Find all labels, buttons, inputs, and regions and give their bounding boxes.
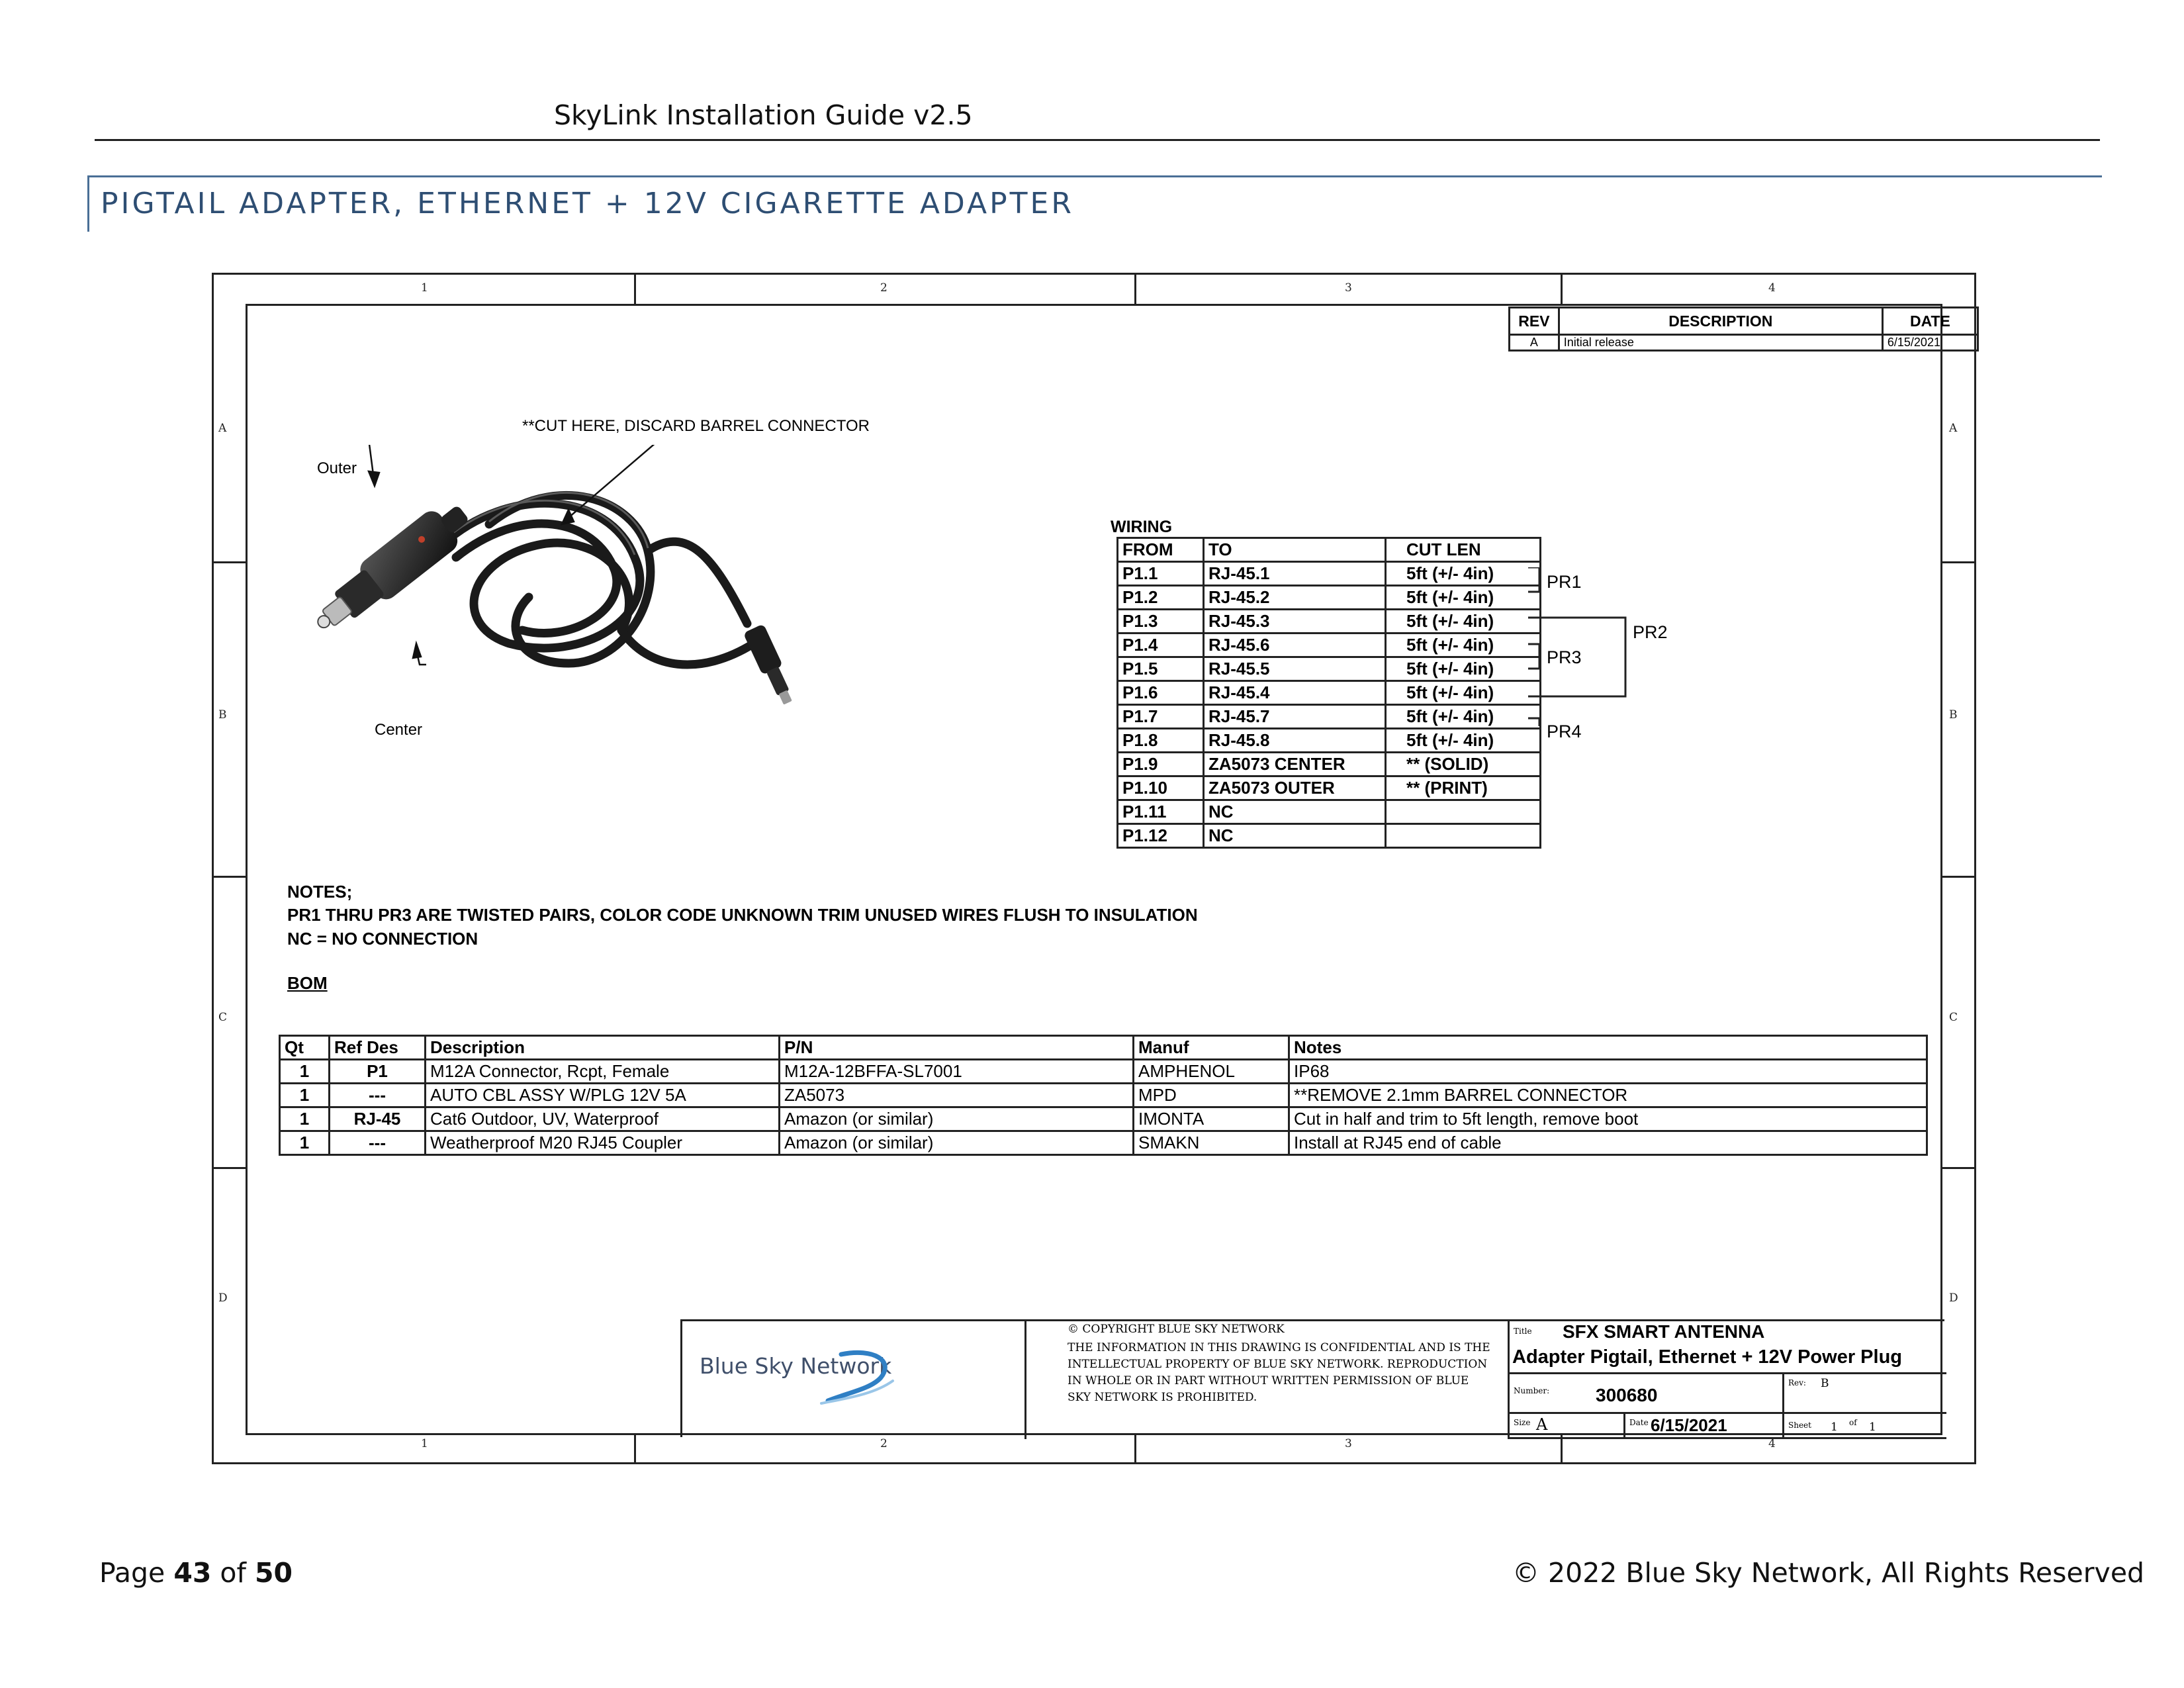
rev-value: A — [1510, 335, 1559, 351]
bom-manuf-cell: IMONTA — [1134, 1107, 1289, 1131]
wiring-cut-len-cell: 5ft (+/- 4in) — [1386, 562, 1541, 586]
bom-label: BOM — [287, 973, 328, 993]
wiring-cut-len-cell: ** (SOLID) — [1386, 753, 1541, 776]
bom-row — [280, 1107, 1927, 1131]
zone-label-row-a: A — [218, 422, 227, 435]
bom-notes-cell: **REMOVE 2.1mm BARREL CONNECTOR — [1289, 1084, 1927, 1107]
zone-label-col-4: 4 — [1768, 281, 1776, 295]
bom-header-manuf: Manuf — [1134, 1036, 1289, 1060]
sheet-number: 1 — [1831, 1421, 1838, 1434]
zone-label-row-d: D — [1949, 1291, 1958, 1305]
wiring-to-cell: ZA5073 OUTER — [1204, 776, 1386, 800]
zone-tick — [214, 876, 246, 878]
wiring-from-cell: P1.10 — [1118, 776, 1204, 800]
title-field-label: Title — [1514, 1327, 1532, 1336]
wiring-to-cell: ZA5073 CENTER — [1204, 753, 1386, 776]
bom-description-cell: AUTO CBL ASSY W/PLG 12V 5A — [426, 1084, 780, 1107]
number-field-label: Number: — [1514, 1386, 1550, 1395]
bom-header-ref-des: Ref Des — [330, 1036, 426, 1060]
wiring-from-cell: P1.3 — [1118, 610, 1204, 633]
wiring-row — [1118, 824, 1541, 848]
wiring-from-cell: P1.12 — [1118, 824, 1204, 848]
wiring-row — [1118, 586, 1541, 610]
wiring-row — [1118, 776, 1541, 800]
date-field-label: Date — [1629, 1418, 1649, 1427]
zone-tick — [634, 275, 636, 304]
rev-description: Initial release — [1559, 335, 1882, 351]
wiring-table — [1116, 537, 1541, 849]
wiring-cut-len-cell: 5ft (+/- 4in) — [1386, 610, 1541, 633]
wiring-cut-len-cell — [1386, 824, 1541, 848]
wiring-from-cell: P1.2 — [1118, 586, 1204, 610]
engineering-drawing — [212, 273, 1976, 1464]
wiring-row — [1118, 657, 1541, 681]
wiring-from-cell: P1.1 — [1118, 562, 1204, 586]
wiring-cut-len-cell: 5ft (+/- 4in) — [1386, 681, 1541, 705]
wiring-to-cell: RJ-45.2 — [1204, 586, 1386, 610]
drawing-date: 6/15/2021 — [1651, 1415, 1727, 1435]
wiring-cut-len-cell: 5ft (+/- 4in) — [1386, 657, 1541, 681]
note-line: NC = NO CONNECTION — [287, 929, 478, 949]
bom-ref-des-cell: --- — [330, 1084, 426, 1107]
bom-manuf-cell: SMAKN — [1134, 1131, 1289, 1155]
zone-label-col-2: 2 — [880, 1437, 887, 1450]
bom-row — [280, 1131, 1927, 1155]
bom-description-cell: Cat6 Outdoor, UV, Waterproof — [426, 1107, 780, 1131]
bom-header-qt: Qt — [280, 1036, 330, 1060]
wiring-row — [1118, 562, 1541, 586]
wiring-header-from: FROM — [1118, 538, 1204, 562]
wiring-label: WIRING — [1111, 518, 1173, 536]
bom-notes-cell: Cut in half and trim to 5ft length, remove boot — [1289, 1107, 1927, 1131]
document-title: SkyLink Installation Guide v2.5 — [554, 99, 973, 131]
wiring-row — [1118, 705, 1541, 729]
wiring-cut-len-cell: 5ft (+/- 4in) — [1386, 729, 1541, 753]
zone-label-row-a: A — [1949, 422, 1958, 435]
bom-table — [279, 1035, 1928, 1156]
wiring-cut-len-cell: ** (PRINT) — [1386, 776, 1541, 800]
bom-pn-cell: Amazon (or similar) — [780, 1107, 1134, 1131]
wiring-cut-len-cell — [1386, 800, 1541, 824]
bom-pn-cell: Amazon (or similar) — [780, 1131, 1134, 1155]
page-prefix: Page — [99, 1557, 165, 1589]
wiring-row — [1118, 681, 1541, 705]
logo-area — [682, 1321, 1026, 1439]
footer-copyright: © 2022 Blue Sky Network, All Rights Reserved — [1512, 1557, 2145, 1589]
sheet-cell — [1784, 1414, 1946, 1439]
wiring-to-cell: NC — [1204, 824, 1386, 848]
date-header: DATE — [1882, 308, 1978, 335]
bom-manuf-cell: AMPHENOL — [1134, 1060, 1289, 1084]
bom-qt-cell: 1 — [280, 1107, 330, 1131]
title-block-info — [1510, 1321, 1946, 1439]
copyright-line: THE INFORMATION IN THIS DRAWING IS CONFIDENTIAL AND IS THE — [1068, 1341, 1490, 1354]
zone-tick — [1561, 275, 1563, 304]
sheet-total: 1 — [1869, 1421, 1876, 1434]
copyright-line: IN WHOLE OR IN PART WITHOUT WRITTEN PERMISSION OF BLUE — [1068, 1374, 1469, 1387]
outer-callout: Outer — [317, 459, 357, 477]
pair-label-pr2: PR2 — [1633, 622, 1668, 642]
bom-description-cell: Weatherproof M20 RJ45 Coupler — [426, 1131, 780, 1155]
zone-label-col-1: 1 — [421, 281, 428, 295]
zone-label-row-c: C — [218, 1011, 228, 1024]
rev-field-label: Rev: — [1788, 1378, 1806, 1387]
blue-sky-network-logo-icon — [815, 1335, 901, 1407]
cigarette-adapter-cable-photo — [291, 445, 873, 729]
wiring-cut-len-cell: 5ft (+/- 4in) — [1386, 586, 1541, 610]
rev-date: 6/15/2021 — [1882, 335, 1978, 351]
size-cell — [1510, 1414, 1625, 1439]
title-cell — [1510, 1321, 1946, 1374]
zone-label-col-2: 2 — [880, 281, 887, 295]
description-header: DESCRIPTION — [1559, 308, 1882, 335]
zone-tick — [1942, 876, 1974, 878]
center-callout: Center — [375, 721, 423, 739]
page-number — [99, 1557, 293, 1589]
wiring-to-cell: RJ-45.1 — [1204, 562, 1386, 586]
copyright-notice — [1026, 1321, 1510, 1439]
zone-tick — [634, 1433, 636, 1462]
twisted-pair-brackets — [1525, 567, 1664, 726]
wiring-from-cell: P1.6 — [1118, 681, 1204, 705]
wiring-to-cell: NC — [1204, 800, 1386, 824]
wiring-from-cell: P1.4 — [1118, 633, 1204, 657]
section-heading: PIGTAIL ADAPTER, ETHERNET + 12V CIGARETTE ADAPTER — [101, 187, 1074, 220]
wiring-from-cell: P1.9 — [1118, 753, 1204, 776]
wiring-header-to: TO — [1204, 538, 1386, 562]
bom-notes-cell: Install at RJ45 end of cable — [1289, 1131, 1927, 1155]
sheet-field-label: Sheet — [1788, 1421, 1811, 1430]
bom-pn-cell: M12A-12BFFA-SL7001 — [780, 1060, 1134, 1084]
wiring-cut-len-cell: 5ft (+/- 4in) — [1386, 705, 1541, 729]
wiring-to-cell: RJ-45.3 — [1204, 610, 1386, 633]
bom-qt-cell: 1 — [280, 1060, 330, 1084]
copyright-line: © COPYRIGHT BLUE SKY NETWORK — [1068, 1323, 1285, 1336]
copyright-line: INTELLECTUAL PROPERTY OF BLUE SKY NETWORK. REPRODUCTION — [1068, 1358, 1488, 1371]
page-of: of — [220, 1557, 246, 1589]
drawing-border — [246, 304, 1950, 1435]
drawing-subtitle: Adapter Pigtail, Ethernet + 12V Power Plug — [1512, 1346, 1903, 1368]
wiring-header-cut-len: CUT LEN — [1386, 538, 1541, 562]
zone-label-col-4: 4 — [1768, 1437, 1776, 1450]
rev-cell — [1784, 1374, 1946, 1414]
rev-header: REV — [1510, 308, 1559, 335]
wiring-row — [1118, 633, 1541, 657]
wiring-row — [1118, 753, 1541, 776]
wiring-to-cell: RJ-45.5 — [1204, 657, 1386, 681]
revision-block — [1508, 306, 1979, 352]
pair-label-pr1: PR1 — [1547, 572, 1582, 592]
wiring-to-cell: RJ-45.4 — [1204, 681, 1386, 705]
bom-manuf-cell: MPD — [1134, 1084, 1289, 1107]
wiring-row — [1118, 729, 1541, 753]
bom-ref-des-cell: P1 — [330, 1060, 426, 1084]
drawing-rev: B — [1821, 1377, 1829, 1390]
header-divider — [95, 139, 2100, 141]
wiring-from-cell: P1.7 — [1118, 705, 1204, 729]
bom-header-pn: P/N — [780, 1036, 1134, 1060]
copyright-line: SKY NETWORK IS PROHIBITED. — [1068, 1391, 1257, 1404]
note-line: PR1 THRU PR3 ARE TWISTED PAIRS, COLOR CODE UNKNOWN TRIM UNUSED WIRES FLUSH TO INSULATION — [287, 905, 1198, 925]
bom-header-notes: Notes — [1289, 1036, 1927, 1060]
bom-header-description: Description — [426, 1036, 780, 1060]
wiring-cut-len-cell: 5ft (+/- 4in) — [1386, 633, 1541, 657]
notes-title: NOTES; — [287, 882, 353, 902]
pair-label-pr3: PR3 — [1547, 647, 1582, 667]
zone-tick — [1942, 561, 1974, 563]
zone-label-col-1: 1 — [421, 1437, 428, 1450]
wiring-from-cell: P1.8 — [1118, 729, 1204, 753]
drawing-number: 300680 — [1596, 1385, 1658, 1405]
wiring-to-cell: RJ-45.8 — [1204, 729, 1386, 753]
zone-tick — [1942, 1167, 1974, 1169]
size-field-label: Size — [1514, 1418, 1531, 1427]
bom-row — [280, 1084, 1927, 1107]
drawing-size: A — [1536, 1415, 1548, 1434]
zone-label-row-b: B — [218, 708, 227, 722]
bom-qt-cell: 1 — [280, 1131, 330, 1155]
zone-label-row-c: C — [1949, 1011, 1958, 1024]
wiring-to-cell: RJ-45.7 — [1204, 705, 1386, 729]
pair-label-pr4: PR4 — [1547, 722, 1582, 741]
zone-tick — [214, 561, 246, 563]
zone-label-row-b: B — [1949, 708, 1958, 722]
number-cell — [1510, 1374, 1784, 1414]
cut-here-callout: **CUT HERE, DISCARD BARREL CONNECTOR — [522, 417, 870, 435]
wiring-from-cell: P1.5 — [1118, 657, 1204, 681]
wiring-row — [1118, 800, 1541, 824]
zone-label-col-3: 3 — [1345, 281, 1352, 295]
wiring-from-cell: P1.11 — [1118, 800, 1204, 824]
zone-label-row-d: D — [218, 1291, 228, 1305]
total-pages: 50 — [255, 1557, 293, 1589]
wiring-row — [1118, 610, 1541, 633]
bom-ref-des-cell: --- — [330, 1131, 426, 1155]
title-block — [680, 1319, 1944, 1437]
bom-ref-des-cell: RJ-45 — [330, 1107, 426, 1131]
current-page: 43 — [173, 1557, 212, 1589]
date-cell — [1625, 1414, 1784, 1439]
bom-qt-cell: 1 — [280, 1084, 330, 1107]
sheet-of-label: of — [1849, 1418, 1857, 1427]
drawing-title: SFX SMART ANTENNA — [1563, 1321, 1765, 1342]
blue-sky-network-logo-text: Blue Sky Network — [700, 1353, 892, 1379]
bom-pn-cell: ZA5073 — [780, 1084, 1134, 1107]
zone-tick — [214, 1167, 246, 1169]
wiring-to-cell: RJ-45.6 — [1204, 633, 1386, 657]
zone-label-col-3: 3 — [1345, 1437, 1352, 1450]
bom-row — [280, 1060, 1927, 1084]
bom-description-cell: M12A Connector, Rcpt, Female — [426, 1060, 780, 1084]
bom-notes-cell: IP68 — [1289, 1060, 1927, 1084]
zone-tick — [1134, 275, 1136, 304]
